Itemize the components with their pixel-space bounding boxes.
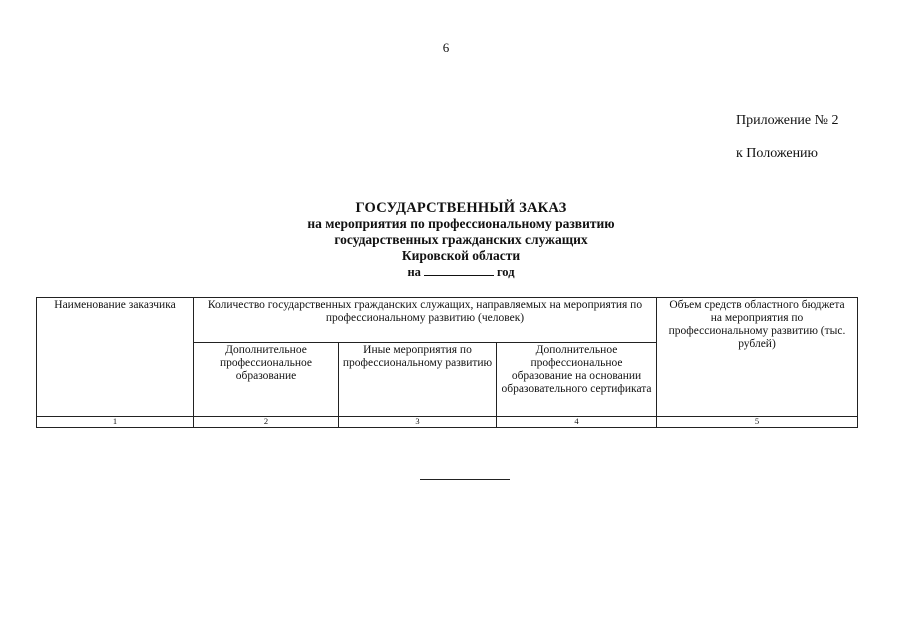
year-blank bbox=[424, 264, 494, 276]
column-number: 4 bbox=[497, 417, 657, 428]
header-count: Количество государственных гражданских служащих, направляемых на мероприятия по профессиональному развитию (человек) bbox=[194, 298, 657, 343]
column-number: 3 bbox=[339, 417, 497, 428]
header-budget: Объем средств областного бюджета на мероприятия по профессиональному развитию (тыс. рублей) bbox=[657, 298, 858, 417]
column-number: 1 bbox=[37, 417, 194, 428]
title-line-1: ГОСУДАРСТВЕННЫЙ ЗАКАЗ bbox=[355, 200, 567, 216]
title-line-2: на мероприятия по профессиональному развитию bbox=[307, 216, 615, 231]
header-row-1 bbox=[37, 298, 858, 343]
title-line-4: Кировской области bbox=[401, 248, 521, 263]
page-number: 6 bbox=[442, 40, 450, 55]
header-sub-dpo: Дополнительное профессиональное образование bbox=[194, 343, 339, 417]
year-prefix: на bbox=[407, 265, 421, 279]
order-table bbox=[36, 297, 858, 428]
year-suffix: год bbox=[496, 265, 515, 279]
appendix-reference: к Положению bbox=[736, 146, 819, 161]
year-line bbox=[0, 264, 905, 280]
column-number: 2 bbox=[194, 417, 339, 428]
separator-line bbox=[420, 479, 510, 480]
title-line-3: государственных гражданских служащих bbox=[334, 232, 588, 247]
header-customer: Наименование заказчика bbox=[37, 298, 194, 417]
document-title bbox=[0, 200, 905, 280]
header-sub-other: Иные мероприятия по профессиональному развитию bbox=[339, 343, 497, 417]
column-number: 5 bbox=[657, 417, 858, 428]
header-sub-certificate: Дополнительное профессиональное образование на основании образовательного сертификата bbox=[497, 343, 657, 417]
appendix-number: Приложение № 2 bbox=[736, 113, 839, 128]
column-numbers-row bbox=[37, 417, 858, 428]
